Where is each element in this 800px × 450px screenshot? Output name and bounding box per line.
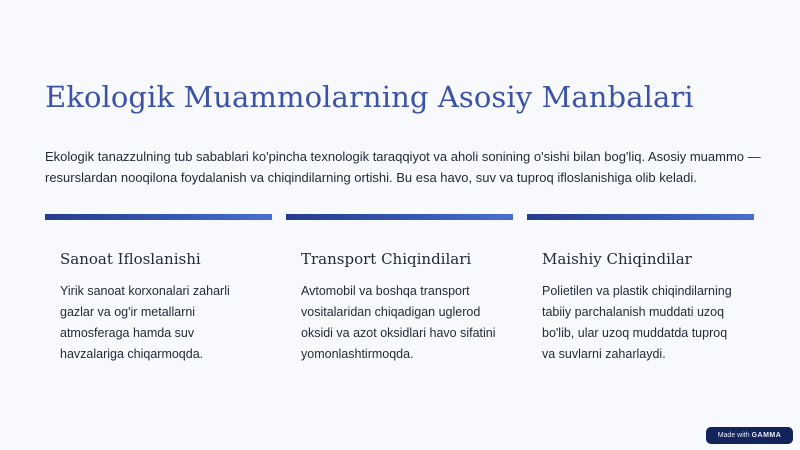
card-title: Maishiy Chiqindilar (542, 250, 692, 268)
card-accent-bar (527, 214, 754, 220)
card-accent-bar (286, 214, 513, 220)
card-transport-waste (286, 214, 513, 374)
slide-title: Ekologik Muammolarning Asosiy Manbalari (45, 80, 694, 114)
badge-brand: GAMMA (751, 432, 782, 439)
badge-prefix: Made with (717, 432, 752, 439)
card-text: Polietilen va plastik chiqindilarning tabiiy parchalanish muddati uzoq bo'lib, ular uzoq muddatda tuproq va suvlarni zaharlaydi. (542, 284, 732, 361)
made-with-gamma-badge[interactable] (706, 427, 793, 444)
card-text: Yirik sanoat korxonalari zaharli gazlar va og'ir metallarni atmosferaga hamda suv havzalariga chiqarmoqda. (60, 284, 230, 361)
card-accent-bar (45, 214, 272, 220)
card-household-waste (527, 214, 754, 374)
card-title: Transport Chiqindilari (301, 250, 472, 268)
intro-paragraph: Ekologik tanazzulning tub sabablari ko'pincha texnologik taraqqiyot va aholi sonining o'sishi bilan bog'liq. Asosiy muammo — resurslardan nooqilona foydalanish va chiqindilarning ortishi. Bu esa havo, suv va tuproq ifloslanishiga olib keladi. (45, 149, 761, 185)
card-industrial-pollution (45, 214, 272, 374)
card-text: Avtomobil va boshqa transport vositalaridan chiqadigan uglerod oksidi va azot oksidlari havo sifatini yomonlashtirmoqda. (301, 284, 496, 361)
cards-row (45, 214, 754, 374)
card-title: Sanoat Ifloslanishi (60, 250, 201, 268)
